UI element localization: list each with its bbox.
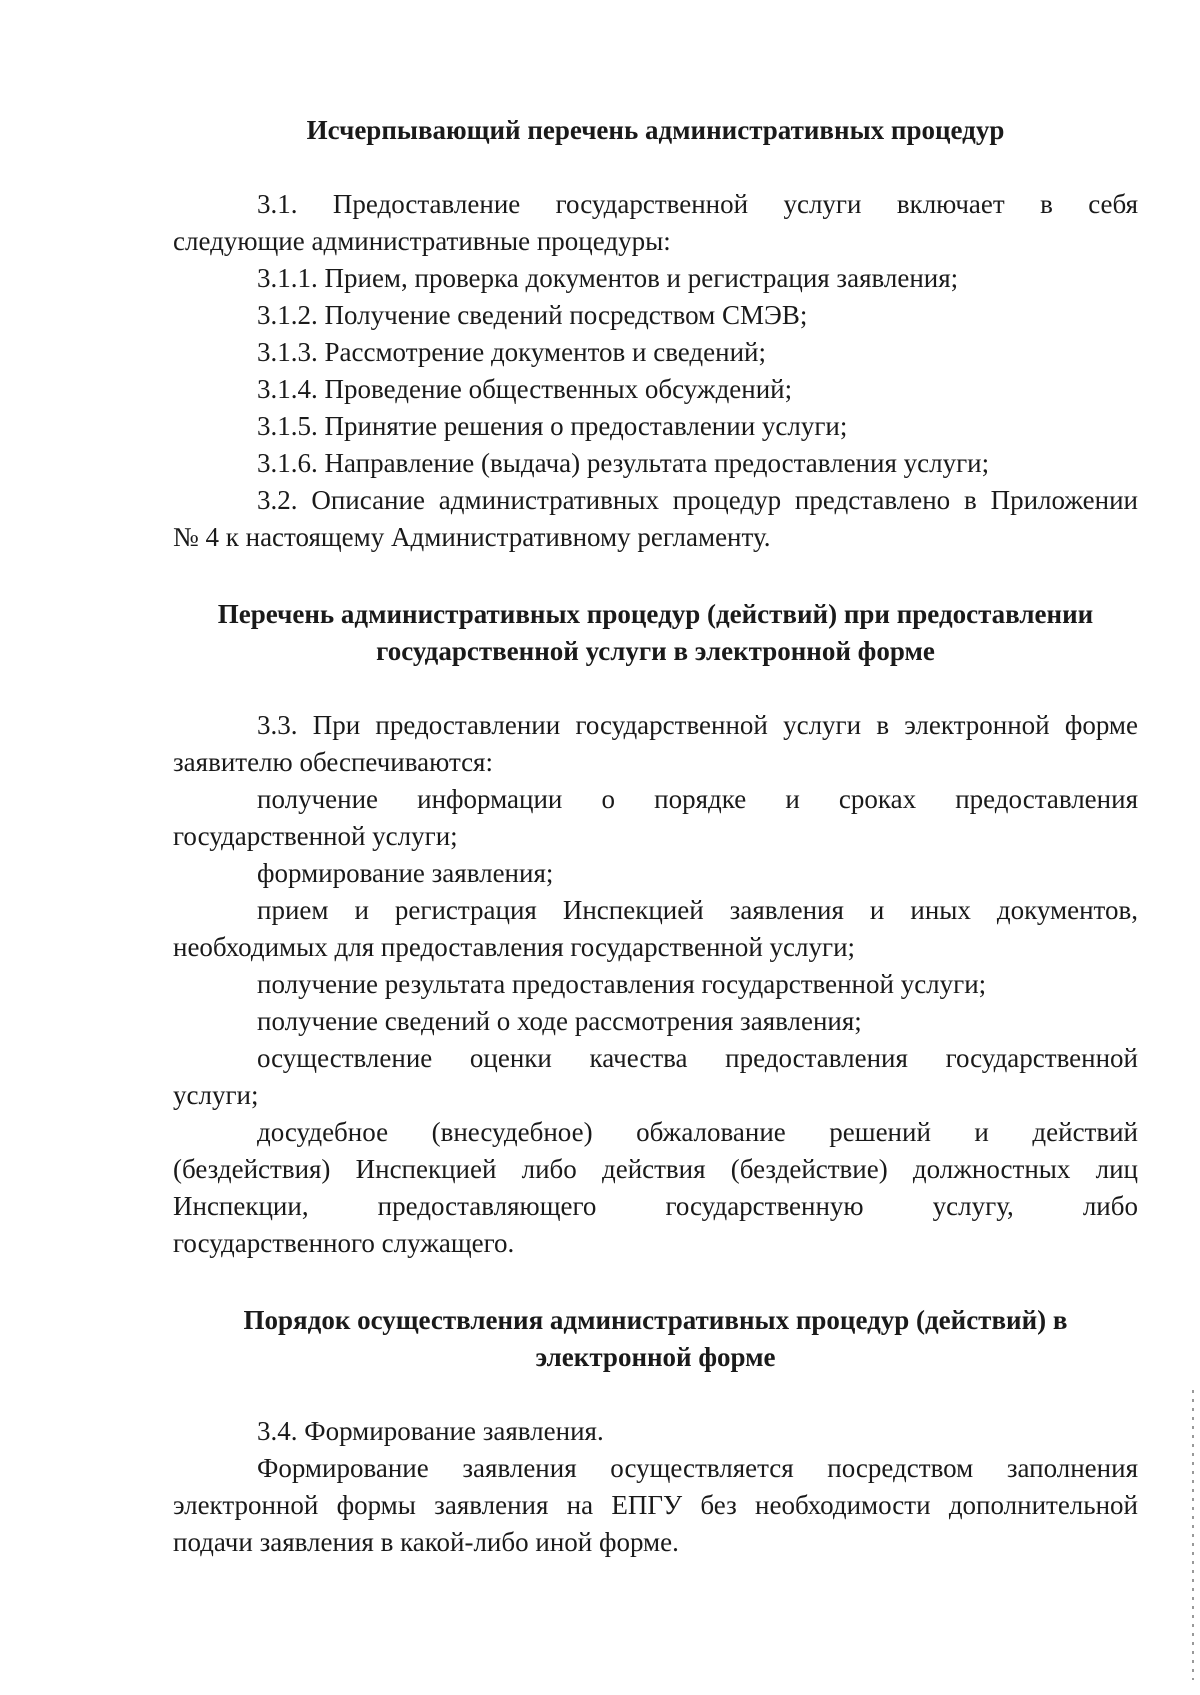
list-item: 3.1.4. Проведение общественных обсуждений;	[257, 374, 793, 404]
bullet-registration-line-1: прием и регистрация Инспекцией заявления и иных документов,	[257, 895, 1138, 925]
bullet-information-line-1: получение информации о порядке и сроках предоставления	[257, 784, 1138, 814]
section-heading-electronic-procedures-line-2: государственной услуги в электронной форме	[376, 636, 935, 666]
bullet-registration-line-2: необходимых для предоставления государственной услуги;	[173, 932, 856, 962]
paragraph-3-4-body-line-2: электронной формы заявления на ЕПГУ без необходимости дополнительной	[173, 1490, 1138, 1520]
section-heading-order-line-1: Порядок осуществления административных процедур (действий) в	[243, 1305, 1068, 1335]
section-heading-exhaustive-list: Исчерпывающий перечень административных процедур	[306, 115, 1005, 145]
list-item: 3.1.5. Принятие решения о предоставлении услуги;	[257, 411, 848, 441]
paragraph-3-4-body-line-1: Формирование заявления осуществляется посредством заполнения	[257, 1453, 1138, 1483]
bullet-quality-line-1: осуществление оценки качества предоставления государственной	[257, 1043, 1138, 1073]
bullet-form-application: формирование заявления;	[257, 858, 554, 888]
bullet-appeal-line-1: досудебное (внесудебное) обжалование решений и действий	[257, 1117, 1138, 1147]
bullet-progress-info: получение сведений о ходе рассмотрения заявления;	[257, 1006, 862, 1036]
bullet-information-line-2: государственной услуги;	[173, 821, 458, 851]
list-item: 3.1.6. Направление (выдача) результата предоставления услуги;	[257, 448, 990, 478]
paragraph-3-2-line-1: 3.2. Описание административных процедур представлено в Приложении	[257, 485, 1138, 515]
paragraph-3-3-line-1: 3.3. При предоставлении государственной услуги в электронной форме	[257, 710, 1138, 740]
bullet-appeal-line-3: Инспекции, предоставляющего государственную услугу, либо	[173, 1191, 1138, 1221]
paragraph-3-4-body-line-3: подачи заявления в какой-либо иной форме.	[173, 1527, 679, 1557]
section-heading-order-line-2: электронной форме	[535, 1342, 776, 1372]
paragraph-3-1-line-1: 3.1. Предоставление государственной услуги включает в себя	[257, 189, 1138, 219]
paragraph-3-2-line-2: № 4 к настоящему Административному регламенту.	[173, 522, 771, 552]
paragraph-3-3-line-2: заявителю обеспечиваются:	[173, 747, 493, 777]
bullet-appeal-line-4: государственного служащего.	[173, 1228, 515, 1258]
paragraph-3-4: 3.4. Формирование заявления.	[257, 1416, 604, 1446]
list-item: 3.1.3. Рассмотрение документов и сведений;	[257, 337, 766, 367]
list-item: 3.1.1. Прием, проверка документов и регистрация заявления;	[257, 263, 959, 293]
bullet-quality-line-2: услуги;	[173, 1080, 259, 1110]
section-heading-electronic-procedures-line-1: Перечень административных процедур (действий) при предоставлении	[217, 599, 1094, 629]
scan-edge-artifact	[1192, 1390, 1194, 1680]
bullet-appeal-line-2: (бездействия) Инспекцией либо действия (бездействие) должностных лиц	[173, 1154, 1138, 1184]
paragraph-3-1-line-2: следующие административные процедуры:	[173, 226, 671, 256]
bullet-result: получение результата предоставления государственной услуги;	[257, 969, 987, 999]
list-item: 3.1.2. Получение сведений посредством СМЭВ;	[257, 300, 808, 330]
